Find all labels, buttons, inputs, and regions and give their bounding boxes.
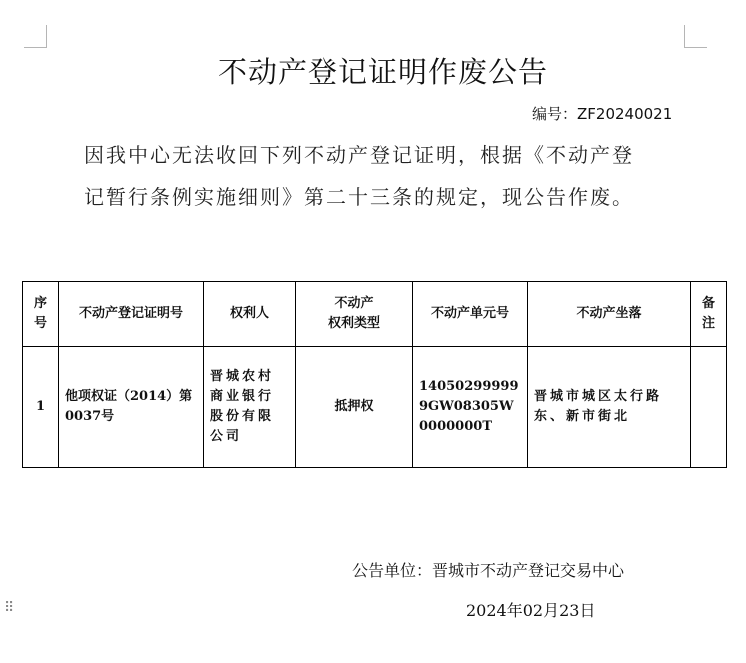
cell-location: 晋城市城区太行路东、新市街北 — [528, 347, 691, 468]
cell-owner: 晋城农村商业银行股份有限公司 — [204, 347, 296, 468]
cell-remark — [691, 347, 727, 468]
issuer-line: 公告单位：晋城市不动产登记交易中心 — [352, 561, 625, 580]
table-header-row — [23, 282, 727, 347]
header-cert-no: 不动产登记证明号 — [59, 282, 204, 347]
header-remark: 备注 — [691, 282, 727, 347]
header-unit-no: 不动产单元号 — [413, 282, 528, 347]
header-owner: 权利人 — [204, 282, 296, 347]
page-title: 不动产登记证明作废公告 — [217, 55, 548, 89]
drag-handle-icon[interactable]: ⠿ — [4, 600, 13, 616]
serial-number: 编号：ZF20240021 — [532, 105, 673, 123]
body-text-line-1: 因我中心无法收回下列不动产登记证明，根据《不动产登 — [84, 143, 634, 167]
crop-mark-top-left — [24, 25, 47, 48]
cell-right-type: 抵押权 — [296, 347, 413, 468]
crop-mark-top-right — [684, 25, 707, 48]
date-line: 2024年02月23日 — [466, 601, 596, 620]
cell-seq: 1 — [23, 347, 59, 468]
header-seq: 序号 — [23, 282, 59, 347]
header-location: 不动产坐落 — [528, 282, 691, 347]
header-right-type: 不动产 权利类型 — [296, 282, 413, 347]
notice-table — [22, 281, 727, 468]
body-text-line-2: 记暂行条例实施细则》第二十三条的规定，现公告作废。 — [84, 185, 634, 209]
cell-unit-no: 140502999999GW08305W0000000T — [413, 347, 528, 468]
cell-cert-no: 他项权证（2014）第0037号 — [59, 347, 204, 468]
table-row — [23, 347, 727, 468]
